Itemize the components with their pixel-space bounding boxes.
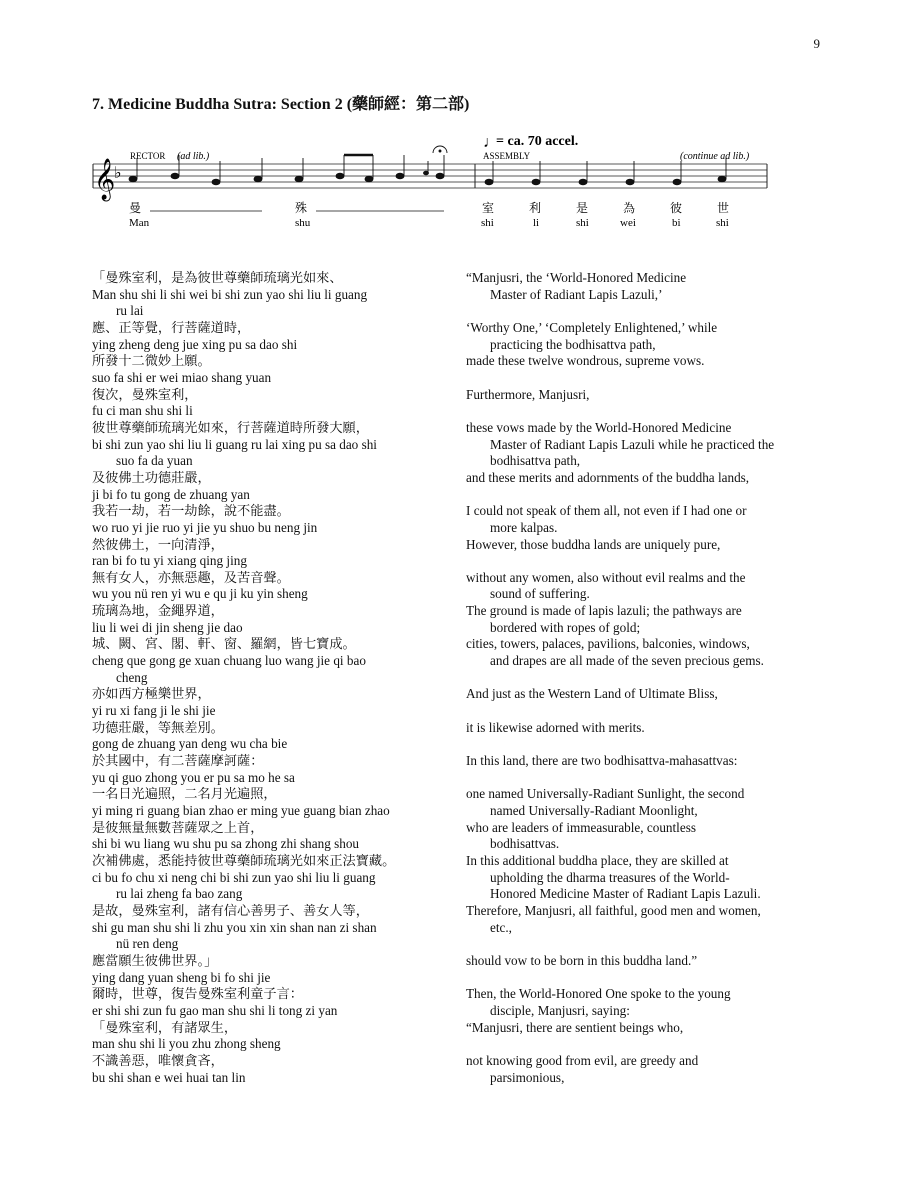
pinyin-text: yu qi guo zhong you er pu sa mo he sa [92, 769, 295, 785]
staff [93, 164, 767, 188]
pinyin-text: Man shu shi li shi wei bi shi zun yao shi liu li guang [92, 286, 368, 302]
pinyin-text: bu shi shan e wei huai tan lin [92, 1069, 246, 1085]
english-text: parsimonious, [490, 1069, 565, 1085]
english-text: practicing the bodhisattva path, [490, 336, 656, 352]
english-text: And just as the Western Land of Ultimate Bliss, [466, 686, 718, 702]
chinese-pinyin-column [92, 753, 466, 786]
pinyin-text: liu li wei di jin sheng jie dao [92, 619, 243, 635]
verse-row [92, 320, 812, 353]
english-column [466, 420, 812, 470]
english-text: disciple, Manjusri, saying: [490, 1002, 630, 1018]
lyric-pinyin-6: wei [620, 217, 636, 229]
chinese-pinyin-column [92, 903, 466, 953]
chinese-text: 無有女人，亦無惡趣，及苦音聲。 [92, 569, 290, 585]
pinyin-text: shi bi wu liang wu shu pu sa zhong zhi shang shou [92, 836, 360, 852]
chinese-text: 復次，曼殊室利， [92, 386, 198, 402]
pinyin-text: ru lai zheng fa bao zang [116, 886, 243, 902]
verse-row [92, 953, 812, 986]
verse-row [92, 270, 812, 320]
chinese-pinyin-column [92, 720, 466, 753]
english-column [466, 353, 812, 386]
pinyin-text: man shu shi li you zhu zhong sheng [92, 1036, 281, 1052]
pinyin-text: ci bu fo chu xi neng chi bi shi zun yao shi liu li guang [92, 869, 376, 885]
english-text: more kalpas. [490, 519, 558, 535]
english-column [466, 570, 812, 603]
pinyin-text: yi ming ri guang bian zhao er ming yue guang bian zhao [92, 803, 390, 818]
english-column [466, 636, 812, 686]
english-text: should vow to be born in this buddha land.” [466, 952, 698, 968]
english-column [466, 1020, 812, 1053]
chinese-text: 應當願生彼佛世界。」 [92, 952, 218, 968]
pinyin-text: suo fa shi er wei miao shang yuan [92, 369, 272, 385]
pinyin-text: gong de zhuang yan deng wu cha bie [92, 736, 288, 752]
chinese-text: 次補佛處，悉能持彼世尊藥師琉璃光如來正法寶藏。 [92, 852, 396, 868]
pinyin-text: ran bi fo tu yi xiang qing jing [92, 553, 247, 569]
english-column [466, 786, 812, 819]
english-text: upholding the dharma treasures of the World- [490, 869, 730, 885]
lyric-chinese-8: 世 [717, 201, 730, 215]
verse-row [92, 1053, 812, 1086]
verse-row [92, 537, 812, 570]
english-text: bodhisattva path, [490, 453, 581, 469]
english-column [466, 320, 812, 353]
english-column [466, 953, 812, 986]
chinese-pinyin-column [92, 470, 466, 503]
chinese-pinyin-column [92, 420, 466, 470]
verse-row [92, 503, 812, 536]
chinese-pinyin-column [92, 953, 466, 986]
english-text: In this land, there are two bodhisattva-mahasattvas: [466, 753, 738, 769]
verse-row [92, 786, 812, 819]
english-text: “Manjusri, the ‘World-Honored Medicine [466, 270, 687, 285]
english-text: one named Universally-Radiant Sunlight, the second [466, 786, 745, 802]
lyric-pinyin-8: shi [716, 217, 729, 229]
english-text: Master of Radiant Lapis Lazuli while he practiced the [490, 436, 775, 452]
chinese-pinyin-column [92, 537, 466, 570]
english-column [466, 853, 812, 903]
verse-row [92, 820, 812, 853]
english-text: Therefore, Manjusri, all faithful, good men and women, [466, 902, 761, 918]
verse-row [92, 986, 812, 1019]
chinese-pinyin-column [92, 820, 466, 853]
english-column [466, 820, 812, 853]
english-text: who are leaders of immeasurable, countless [466, 819, 696, 835]
parallel-text [92, 270, 812, 1086]
chinese-pinyin-column [92, 570, 466, 603]
verse-row [92, 470, 812, 503]
verse-row [92, 753, 812, 786]
lyric-pinyin-7: bi [672, 217, 681, 229]
chinese-pinyin-column [92, 853, 466, 903]
english-text: In this additional buddha place, they are skilled at [466, 852, 729, 868]
chinese-pinyin-column [92, 636, 466, 686]
pinyin-text: bi shi zun yao shi liu li guang ru lai xing pu sa dao shi [92, 436, 377, 452]
english-text: etc., [490, 919, 512, 935]
verse-row [92, 1020, 812, 1053]
verse-row [92, 353, 812, 386]
verse-row [92, 570, 812, 603]
pinyin-text: fu ci man shu shi li [92, 403, 193, 419]
chinese-pinyin-column [92, 270, 466, 320]
chinese-text: 彼世尊藥師琉璃光如來，行菩薩道時所發大願， [92, 419, 369, 435]
chinese-pinyin-column [92, 686, 466, 719]
chinese-text: 是故，曼殊室利，諸有信心善男子、善女人等， [92, 902, 369, 918]
rector-label: RECTOR [130, 151, 166, 161]
lyric-chinese-2: 殊 [295, 201, 308, 215]
chinese-pinyin-column [92, 1053, 466, 1086]
english-text: sound of suffering. [490, 586, 590, 602]
english-text: However, those buddha lands are uniquely pure, [466, 536, 721, 552]
english-column [466, 686, 812, 719]
lyric-pinyin-3: shi [481, 217, 494, 229]
section-title: 7. Medicine Buddha Sutra: Section 2 (藥師經：第二部) [92, 96, 470, 113]
verse-row [92, 636, 812, 686]
chinese-text: 於其國中，有二菩薩摩訶薩： [92, 753, 264, 769]
lyric-pinyin-5: shi [576, 217, 589, 229]
english-text: without any women, also without evil realms and the [466, 569, 746, 585]
lyric-pinyin-1: Man [129, 217, 150, 229]
lyric-chinese-1: 曼 [129, 201, 142, 215]
pinyin-text: wu you nü ren yi wu e qu ji ku yin sheng [92, 586, 308, 602]
verse-row [92, 903, 812, 953]
chinese-pinyin-column [92, 786, 466, 819]
assembly-notes [485, 158, 726, 185]
english-column [466, 753, 812, 786]
chinese-pinyin-column [92, 387, 466, 420]
pinyin-text: yi ru xi fang ji le shi jie [92, 703, 216, 719]
lyric-chinese-7: 彼 [670, 201, 683, 215]
chinese-text: 爾時，世尊，復告曼殊室利童子言： [92, 986, 303, 1002]
quarter-note-icon: ♩ [483, 134, 499, 151]
verse-row [92, 420, 812, 470]
chinese-text: 所發十二微妙上願。 [92, 353, 211, 369]
verse-row [92, 853, 812, 903]
chinese-pinyin-column [92, 603, 466, 636]
english-text: I could not speak of them all, not even if I had one or [466, 503, 747, 519]
chinese-pinyin-column [92, 503, 466, 536]
pinyin-text: cheng que gong ge xuan chuang luo wang jie qi bao [92, 653, 366, 669]
chinese-pinyin-column [92, 353, 466, 386]
english-column [466, 470, 812, 503]
pinyin-text: wo ruo yi jie ruo yi jie yu shuo bu neng jin [92, 519, 318, 535]
english-text: made these twelve wondrous, supreme vows. [466, 353, 705, 369]
chinese-text: 「曼殊室利，有諸眾生， [92, 1019, 238, 1035]
rector-note: (ad lib.) [177, 151, 210, 162]
verse-row [92, 603, 812, 636]
pinyin-text: ru lai [116, 303, 144, 319]
tempo-marking: = ca. 70 accel. [496, 134, 579, 149]
lyric-chinese-6: 為 [623, 201, 636, 215]
english-text: and these merits and adornments of the buddha lands, [466, 469, 750, 485]
chinese-text: 琉璃為地，金繩界道， [92, 603, 224, 619]
english-column [466, 1053, 812, 1086]
english-text: Master of Radiant Lapis Lazuli,’ [490, 286, 663, 302]
pinyin-text: cheng [116, 669, 148, 685]
chinese-text: 是彼無量無數菩薩眾之上首， [92, 819, 264, 835]
english-text: The ground is made of lapis lazuli; the pathways are [466, 603, 742, 619]
english-text: bodhisattvas. [490, 836, 560, 852]
english-text: these vows made by the World-Honored Medicine [466, 419, 732, 435]
english-text: Then, the World-Honored One spoke to the young [466, 986, 731, 1002]
pinyin-text: ying zheng deng jue xing pu sa dao shi [92, 336, 298, 352]
pinyin-text: ji bi fo tu gong de zhuang yan [92, 486, 250, 502]
pinyin-text: shi gu man shu shi li zhu you xin xin shan nan zi shan [92, 919, 377, 935]
flat-key-signature: ♭ [114, 165, 122, 182]
chinese-pinyin-column [92, 986, 466, 1019]
verse-row [92, 387, 812, 420]
english-text: named Universally-Radiant Moonlight, [490, 803, 698, 818]
lyric-pinyin-2: shu [295, 217, 311, 229]
chinese-pinyin-column [92, 320, 466, 353]
lyric-chinese-4: 利 [529, 201, 542, 215]
english-text: cities, towers, palaces, pavilions, balconies, windows, [466, 636, 750, 652]
pinyin-text: suo fa da yuan [116, 453, 193, 469]
english-text: ‘Worthy One,’ ‘Completely Enlightened,’ while [466, 319, 718, 335]
english-text: bordered with ropes of gold; [490, 619, 641, 635]
chinese-text: 然彼佛土，一向清淨， [92, 536, 224, 552]
treble-clef: 𝄞 [94, 159, 116, 199]
page-number: 9 [813, 36, 820, 51]
english-column [466, 720, 812, 753]
pinyin-text: ying dang yuan sheng bi fo shi jie [92, 969, 271, 985]
english-column [466, 503, 812, 536]
chinese-pinyin-column [92, 1020, 466, 1053]
continue-note: (continue ad lib.) [680, 151, 750, 162]
chinese-text: 一名日光遍照，二名月光遍照， [92, 786, 277, 802]
english-text: it is likewise adorned with merits. [466, 719, 645, 735]
english-text: not knowing good from evil, are greedy and [466, 1052, 699, 1068]
chinese-text: 「曼殊室利，是為彼世尊藥師琉璃光如來、 [92, 270, 343, 285]
chinese-text: 功德莊嚴，等無差別。 [92, 719, 224, 735]
chinese-text: 應、正等覺，行菩薩道時， [92, 319, 251, 335]
lyric-chinese-3: 室 [482, 201, 495, 215]
english-column [466, 603, 812, 636]
chinese-text: 我若一劫，若一劫餘，說不能盡。 [92, 503, 290, 519]
english-column [466, 537, 812, 570]
english-text: Furthermore, Manjusri, [466, 386, 590, 402]
chinese-text: 及彼佛土功德莊嚴， [92, 469, 211, 485]
english-column [466, 387, 812, 420]
chinese-text: 亦如西方極樂世界， [92, 686, 211, 702]
english-text: Honored Medicine Master of Radiant Lapis Lazuli. [490, 886, 761, 902]
music-score [0, 125, 900, 235]
english-text: and drapes are all made of the seven precious gems. [490, 653, 764, 669]
lyric-pinyin-4: li [533, 217, 540, 229]
chinese-text: 不識善惡，唯懷貪吝， [92, 1052, 224, 1068]
lyric-chinese-5: 是 [576, 201, 589, 215]
assembly-label: ASSEMBLY [483, 151, 531, 161]
verse-row [92, 720, 812, 753]
pinyin-text: nü ren deng [116, 936, 179, 952]
pinyin-text: er shi shi zun fu gao man shu shi li tong zi yan [92, 1002, 338, 1018]
english-column [466, 986, 812, 1019]
verse-row [92, 686, 812, 719]
english-text: “Manjusri, there are sentient beings who, [466, 1019, 684, 1035]
chinese-text: 城、闕、宮、閣、軒、窗、羅網，皆七寶成。 [92, 636, 356, 652]
english-column [466, 270, 812, 320]
english-column [466, 903, 812, 953]
